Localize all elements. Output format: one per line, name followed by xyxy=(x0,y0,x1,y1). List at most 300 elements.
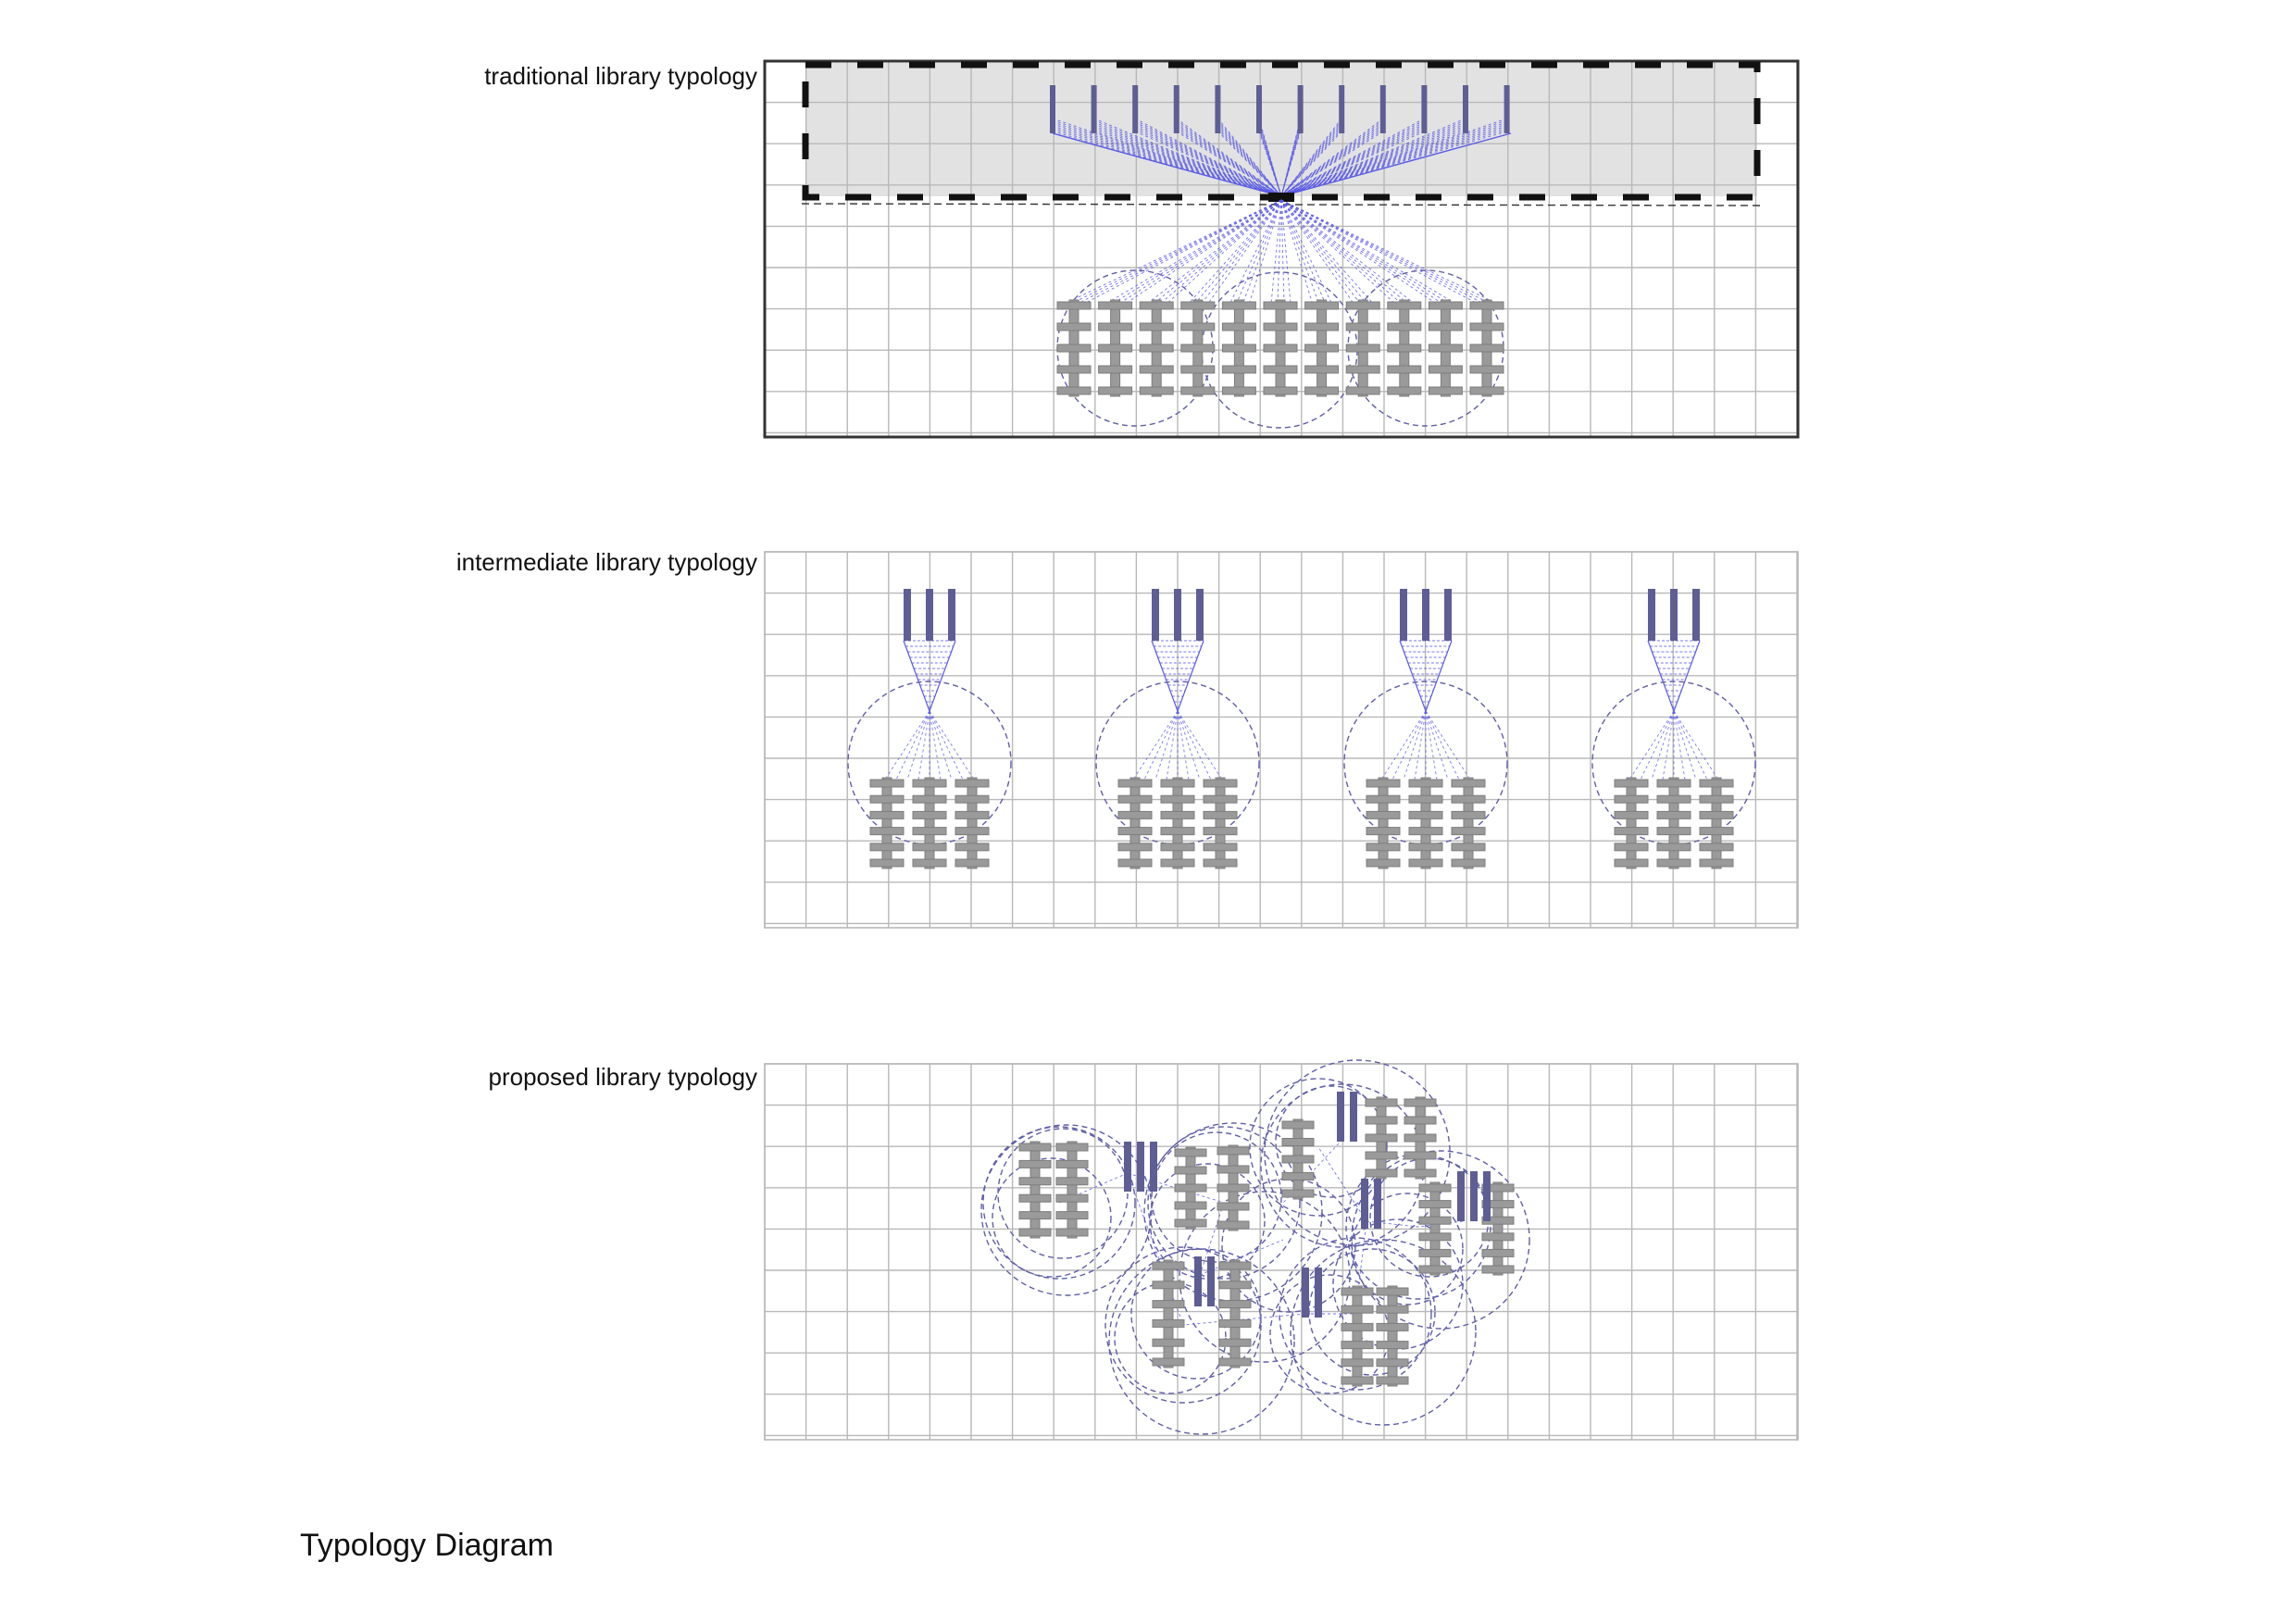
shelf-bar xyxy=(1222,366,1255,373)
shelf-bar xyxy=(1377,1323,1408,1330)
sight-line xyxy=(1160,200,1281,304)
shelf-bar xyxy=(1118,780,1152,787)
shelf-bar xyxy=(1140,323,1173,331)
reading-desk xyxy=(1374,1179,1381,1229)
shelf-bar xyxy=(1264,323,1297,331)
shelf-bar xyxy=(955,843,989,851)
shelf-bar xyxy=(1217,1203,1249,1210)
shelf-bar xyxy=(1305,366,1339,373)
shelf-bar xyxy=(1175,1202,1206,1209)
shelf-bar xyxy=(1657,780,1691,787)
bookshelf xyxy=(1264,300,1297,396)
shelf-bar xyxy=(1341,1323,1373,1330)
shelf-bar xyxy=(913,811,946,818)
bookshelf xyxy=(1377,1286,1408,1386)
sight-line xyxy=(1663,711,1674,780)
sight-line xyxy=(1281,200,1442,304)
sight-line xyxy=(1281,200,1491,304)
sight-line xyxy=(1119,200,1281,304)
intermediate-typology-diagram xyxy=(765,552,1798,928)
shelf-bar xyxy=(870,780,904,787)
sight-line xyxy=(885,711,930,780)
sight-line xyxy=(1071,200,1281,304)
shelf-bar xyxy=(1377,1342,1408,1349)
grid-border xyxy=(765,1064,1798,1440)
shelf-bar xyxy=(1377,1377,1408,1384)
shelf-bar xyxy=(1161,859,1194,867)
bookshelf xyxy=(1057,300,1091,396)
shelf-bar xyxy=(1305,344,1339,352)
grid xyxy=(765,552,1798,928)
shelf-bar xyxy=(1222,387,1255,394)
shelf-bar xyxy=(1057,323,1091,331)
reading-desk xyxy=(1152,589,1159,641)
shelf-bar xyxy=(1161,811,1194,818)
sight-line xyxy=(1178,711,1189,780)
bookshelf xyxy=(1429,300,1462,396)
sight-line xyxy=(1106,200,1281,304)
shelf-bar xyxy=(1615,843,1648,851)
shelf-bar xyxy=(1657,811,1691,818)
shelf-bar xyxy=(1219,1262,1251,1269)
shelf-bar xyxy=(1388,366,1421,373)
shelf-bar xyxy=(1305,387,1339,394)
shelf-spine xyxy=(1030,1142,1040,1238)
bookshelf xyxy=(1404,1097,1436,1179)
shelf-bar xyxy=(870,859,904,867)
reading-desk xyxy=(1196,589,1204,641)
shelf-bar xyxy=(1204,795,1237,803)
shelf-bar xyxy=(1657,828,1691,835)
reading-desk xyxy=(1137,1142,1144,1192)
reading-desk xyxy=(1470,1171,1478,1221)
shelf-bar xyxy=(1419,1249,1451,1256)
shelf-bar xyxy=(1615,780,1648,787)
shelf-spine xyxy=(1216,778,1225,868)
shelf-bar xyxy=(955,859,989,867)
shelf-bar xyxy=(1366,1169,1397,1177)
shelf-bar xyxy=(1056,1194,1088,1202)
shelf-bar xyxy=(1388,387,1421,394)
reading-desk xyxy=(1215,85,1220,133)
reading-desk xyxy=(1174,85,1179,133)
shelf-bar xyxy=(1700,780,1733,787)
sight-line xyxy=(1281,200,1455,304)
reading-desk xyxy=(1350,1092,1357,1142)
shelf-bar xyxy=(1404,1134,1436,1142)
reading-desk xyxy=(1194,1256,1202,1306)
shelf-bar xyxy=(1222,302,1255,309)
shelf-bar xyxy=(1409,811,1442,818)
sight-line xyxy=(1236,200,1281,304)
shelf-bar xyxy=(1181,323,1215,331)
shelf-bar xyxy=(1366,780,1400,787)
reading-desk xyxy=(1302,1268,1309,1318)
shelf-bar xyxy=(1282,1139,1314,1146)
shelf-bar xyxy=(1264,366,1297,373)
sight-line xyxy=(930,711,974,780)
shelf-bar xyxy=(1615,811,1648,818)
shelf-bar xyxy=(1657,795,1691,803)
shelf-bar xyxy=(1429,323,1462,331)
shelf-bar xyxy=(913,843,946,851)
sight-line xyxy=(1154,200,1281,304)
reading-desk xyxy=(948,589,955,641)
reading-desk xyxy=(1315,1268,1322,1318)
shelf-spine xyxy=(1627,778,1636,868)
reading-desk xyxy=(1298,85,1304,133)
bookshelf xyxy=(1222,300,1255,396)
shelf-bar xyxy=(1700,811,1733,818)
shelf-bar xyxy=(1019,1212,1051,1219)
sight-line xyxy=(1189,200,1281,304)
shelf-spine xyxy=(1493,1182,1503,1275)
shelf-bar xyxy=(1282,1190,1314,1197)
shelf-bar xyxy=(1264,387,1297,394)
shelf-bar xyxy=(1452,843,1485,851)
sight-line xyxy=(1426,711,1448,780)
shelf-bar xyxy=(1099,344,1132,352)
library-unit xyxy=(1592,589,1755,868)
sight-line xyxy=(1381,711,1426,780)
shelf-bar xyxy=(1366,811,1400,818)
shelf-spine xyxy=(882,778,892,868)
sight-line xyxy=(1147,200,1281,304)
shelf-bar xyxy=(1657,859,1691,867)
shelf-bar xyxy=(1700,859,1733,867)
shelf-bar xyxy=(1217,1147,1249,1155)
shelf-bar xyxy=(1204,828,1237,835)
grid xyxy=(765,1064,1798,1440)
shelf-bar xyxy=(1161,780,1194,787)
sight-line xyxy=(1629,711,1674,780)
shelf-spine xyxy=(1388,1286,1397,1386)
shelf-bar xyxy=(1118,828,1152,835)
shelf-bar xyxy=(1470,366,1504,373)
traditional-typology-diagram xyxy=(765,61,1798,437)
shelf-bar xyxy=(870,795,904,803)
shelf-bar xyxy=(1346,366,1379,373)
shelf-bar xyxy=(1470,344,1504,352)
shelf-bar xyxy=(1700,843,1733,851)
shelf-bar xyxy=(870,828,904,835)
shelf-bar xyxy=(1700,828,1733,835)
shelf-bar xyxy=(1470,387,1504,394)
circulation-circle xyxy=(992,1158,1111,1277)
shelf-bar xyxy=(1282,1156,1314,1163)
shelf-bar xyxy=(1099,323,1132,331)
sight-line xyxy=(1652,711,1674,780)
shelf-bar xyxy=(1409,859,1442,867)
bookshelf xyxy=(1346,300,1379,396)
bookshelf xyxy=(1099,300,1132,396)
shelf-bar xyxy=(1153,1262,1184,1269)
reading-desk xyxy=(1361,1179,1368,1229)
shelf-bar xyxy=(1366,828,1400,835)
shelf-bar xyxy=(1264,302,1297,309)
shelf-bar xyxy=(955,811,989,818)
shelf-bar xyxy=(1419,1201,1451,1208)
shelf-bar xyxy=(1175,1219,1206,1227)
sight-line xyxy=(1415,711,1426,780)
shelf-bar xyxy=(1181,366,1215,373)
shelf-bar xyxy=(1099,387,1132,394)
shelf-bar xyxy=(1341,1288,1373,1295)
bookshelf xyxy=(1019,1142,1051,1238)
sight-line xyxy=(1281,200,1478,304)
shelf-bar xyxy=(1482,1233,1514,1241)
bookshelf xyxy=(1470,300,1504,396)
shelf-bar xyxy=(1346,387,1379,394)
bookshelf xyxy=(1282,1119,1314,1199)
shelf-bar xyxy=(1161,843,1194,851)
shelf-bar xyxy=(1366,1117,1397,1124)
sight-line xyxy=(1195,200,1281,304)
shelf-bar xyxy=(1019,1160,1051,1168)
shelf-bar xyxy=(913,859,946,867)
shelf-bar xyxy=(1452,780,1485,787)
reading-desk xyxy=(1132,85,1138,133)
shelf-spine xyxy=(925,778,934,868)
shelf-bar xyxy=(1429,366,1462,373)
reading-desk xyxy=(1483,1171,1491,1221)
shelf-bar xyxy=(870,811,904,818)
shelf-bar xyxy=(1175,1184,1206,1192)
reading-desk xyxy=(904,589,911,641)
shelf-bar xyxy=(1700,795,1733,803)
shelf-bar xyxy=(1118,795,1152,803)
shelf-bar xyxy=(1482,1249,1514,1256)
sight-line xyxy=(1144,711,1178,780)
shelf-bar xyxy=(1057,387,1091,394)
shelf-spine xyxy=(1421,778,1430,868)
shelf-bar xyxy=(1452,795,1485,803)
sight-line xyxy=(1281,200,1408,304)
sight-line xyxy=(1281,200,1395,304)
shelf-bar xyxy=(1219,1339,1251,1346)
shelf-bar xyxy=(913,795,946,803)
library-unit xyxy=(1096,589,1259,868)
shelf-bar xyxy=(1366,1134,1397,1142)
shelf-bar xyxy=(1181,387,1215,394)
shelf-bar xyxy=(1305,302,1339,309)
bookshelf xyxy=(1217,1145,1249,1230)
reading-desk xyxy=(1150,1142,1157,1192)
shelf-bar xyxy=(1615,795,1648,803)
shelf-bar xyxy=(955,795,989,803)
shelf-bar xyxy=(1346,302,1379,309)
shelf-bar xyxy=(1341,1342,1373,1349)
shelf-bar xyxy=(1153,1358,1184,1366)
shelf-bar xyxy=(1409,795,1442,803)
shelf-bar xyxy=(1219,1301,1251,1308)
sight-line xyxy=(1155,711,1178,780)
reading-desk xyxy=(1339,85,1344,133)
sight-line xyxy=(1281,200,1436,304)
panel-label-traditional: traditional library typology xyxy=(484,62,757,90)
shelf-spine xyxy=(1173,778,1182,868)
shelf-bar xyxy=(1615,828,1648,835)
shelf-bar xyxy=(1219,1319,1251,1327)
shelf-spine xyxy=(1669,778,1678,868)
sight-line xyxy=(1167,711,1178,780)
bookshelf xyxy=(1366,1097,1397,1179)
shelf-bar xyxy=(1657,843,1691,851)
sight-line xyxy=(1426,711,1470,780)
shelf-bar xyxy=(1217,1166,1249,1173)
sight-line xyxy=(1084,200,1281,304)
reading-desk xyxy=(1124,1142,1131,1192)
shelf-spine xyxy=(1130,778,1140,868)
shelf-bar xyxy=(1204,843,1237,851)
shelf-bar xyxy=(1057,366,1091,373)
shelf-bar xyxy=(1219,1281,1251,1289)
shelf-bar xyxy=(1429,302,1462,309)
shelf-bar xyxy=(1409,780,1442,787)
reading-desk xyxy=(1692,589,1700,641)
sight-line xyxy=(1126,200,1281,304)
reading-desk xyxy=(1457,1171,1465,1221)
reading-desk xyxy=(1422,589,1429,641)
shelf-bar xyxy=(1056,1229,1088,1236)
bookshelf xyxy=(1175,1147,1206,1229)
panel-label-intermediate: intermediate library typology xyxy=(455,548,757,576)
shelf-bar xyxy=(1482,1266,1514,1273)
shelf-bar xyxy=(1366,843,1400,851)
shelf-bar xyxy=(1175,1167,1206,1174)
library-unit xyxy=(1344,589,1507,868)
shelf-bar xyxy=(1204,811,1237,818)
bookshelf xyxy=(1409,778,1442,868)
sight-line xyxy=(1404,711,1426,780)
shelf-bar xyxy=(1153,1339,1184,1346)
shelf-spine xyxy=(1712,778,1721,868)
sight-line xyxy=(1278,200,1281,304)
reading-desk xyxy=(1400,589,1407,641)
sight-line xyxy=(1674,711,1685,780)
shelf-bar xyxy=(1181,344,1215,352)
reading-desk xyxy=(1092,85,1097,133)
shelf-bar xyxy=(1056,1212,1088,1219)
shelf-bar xyxy=(955,780,989,787)
bookshelf xyxy=(1153,1260,1184,1368)
sight-line xyxy=(930,711,963,780)
shelf-bar xyxy=(1118,811,1152,818)
sight-line xyxy=(1281,200,1484,304)
shelf-bar xyxy=(1409,843,1442,851)
sight-line xyxy=(930,711,952,780)
shelf-bar xyxy=(1366,795,1400,803)
shelf-spine xyxy=(1230,1260,1240,1368)
shelf-bar xyxy=(955,828,989,835)
diagram-title: Typology Diagram xyxy=(300,1528,555,1563)
shelf-bar xyxy=(1615,859,1648,867)
sight-line xyxy=(1202,200,1281,304)
shelf-bar xyxy=(1366,1152,1397,1159)
shelf-bar xyxy=(870,843,904,851)
bookshelf xyxy=(1056,1142,1088,1238)
sight-line xyxy=(1178,711,1222,780)
shelf-bar xyxy=(1217,1221,1249,1229)
shelf-bar xyxy=(1222,323,1255,331)
shelf-bar xyxy=(1282,1173,1314,1181)
reading-desk xyxy=(1337,1092,1344,1142)
reading-desk xyxy=(1463,85,1468,133)
sight-line xyxy=(1178,711,1211,780)
shelf-bar xyxy=(1409,828,1442,835)
shelf-bar xyxy=(1419,1217,1451,1224)
shelf-bar xyxy=(1204,780,1237,787)
shelf-bar xyxy=(1217,1184,1249,1192)
shelf-bar xyxy=(1204,859,1237,867)
shelf-bar xyxy=(1377,1288,1408,1295)
shelf-bar xyxy=(1404,1099,1436,1106)
shelf-bar xyxy=(1140,344,1173,352)
shelf-bar xyxy=(1452,828,1485,835)
shelf-bar xyxy=(1175,1149,1206,1156)
bookshelf xyxy=(1181,300,1215,396)
reading-desk xyxy=(1050,85,1055,133)
reading-desk xyxy=(1648,589,1655,641)
reading-desk xyxy=(1670,589,1678,641)
sight-line xyxy=(1641,711,1674,780)
reading-desk xyxy=(1380,85,1386,133)
shelf-spine xyxy=(1430,1182,1440,1275)
sight-line xyxy=(1426,711,1437,780)
sight-line xyxy=(1178,711,1200,780)
shelf-bar xyxy=(1429,387,1462,394)
shelf-bar xyxy=(1346,344,1379,352)
shelf-spine xyxy=(1379,778,1388,868)
shelf-bar xyxy=(1161,795,1194,803)
shelf-bar xyxy=(1118,843,1152,851)
library-unit xyxy=(848,589,1011,868)
shelf-bar xyxy=(913,828,946,835)
shelf-bar xyxy=(1282,1121,1314,1129)
shelf-bar xyxy=(1057,344,1091,352)
bookshelf xyxy=(1341,1286,1373,1386)
shelf-bar xyxy=(1470,323,1504,331)
shelf-bar xyxy=(1377,1305,1408,1313)
shelf-bar xyxy=(1118,859,1152,867)
sight-line xyxy=(1281,200,1326,304)
shelf-bar xyxy=(1056,1143,1088,1151)
sight-line xyxy=(1674,711,1707,780)
shelf-spine xyxy=(967,778,977,868)
reading-desk xyxy=(1444,589,1452,641)
shelf-spine xyxy=(1067,1142,1077,1238)
shelf-bar xyxy=(1140,387,1173,394)
shelf-bar xyxy=(1099,366,1132,373)
shelf-bar xyxy=(1366,859,1400,867)
shelf-bar xyxy=(913,780,946,787)
shelf-bar xyxy=(1019,1143,1051,1151)
bookshelf xyxy=(1305,300,1339,396)
sight-line xyxy=(1674,711,1718,780)
shelf-bar xyxy=(1452,859,1485,867)
shelf-bar xyxy=(1305,323,1339,331)
reading-hall-zone xyxy=(805,63,1757,196)
panel-label-proposed: proposed library typology xyxy=(488,1063,757,1091)
bookshelf xyxy=(1140,300,1173,396)
shelf-bar xyxy=(1222,344,1255,352)
shelf-bar xyxy=(1140,366,1173,373)
sight-line xyxy=(1426,711,1459,780)
sight-line xyxy=(1133,711,1178,780)
shelf-bar xyxy=(1181,302,1215,309)
shelf-bar xyxy=(1341,1377,1373,1384)
shelf-bar xyxy=(1366,1099,1397,1106)
